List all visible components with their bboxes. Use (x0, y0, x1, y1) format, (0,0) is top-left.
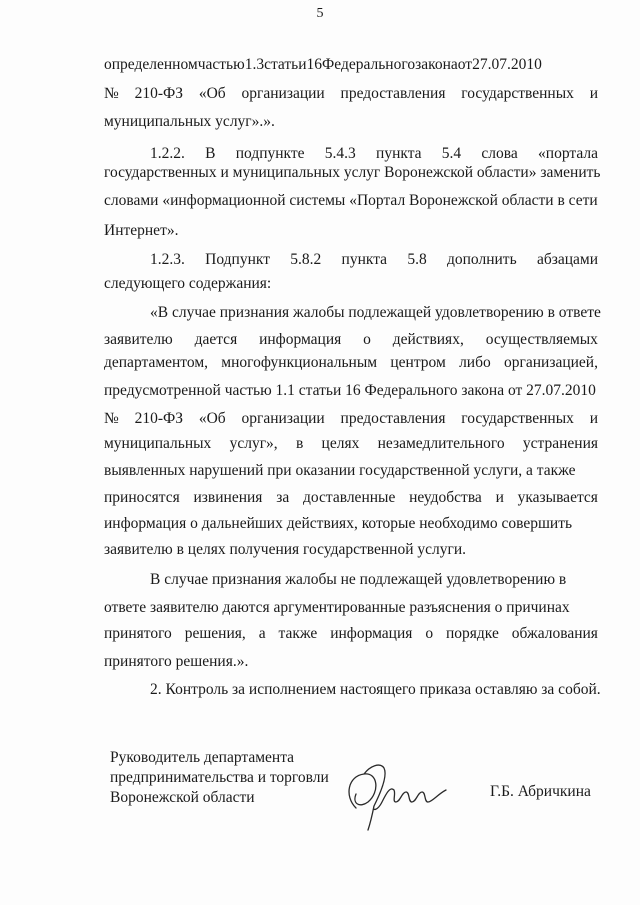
text-word: следующего содержания: (104, 275, 272, 292)
text-word: а (258, 625, 266, 642)
text-word: многофункциональным (221, 354, 378, 371)
text-word: определенном (104, 56, 198, 73)
text-word: в (295, 435, 304, 452)
text-word: статьи (264, 56, 307, 73)
text-word: государственных (461, 85, 574, 102)
text-line (104, 84, 598, 104)
text-word: устранения (522, 435, 598, 452)
text-word: 5.8 (407, 251, 427, 268)
handwritten-signature (334, 746, 454, 836)
text-word: о (425, 625, 434, 642)
text-line (104, 598, 598, 618)
text-word: информация (330, 625, 413, 642)
text-word: пункта (376, 145, 422, 162)
text-word: либо (459, 354, 491, 371)
text-word: доставленные (302, 489, 396, 506)
text-word: информация о дальнейших действиях, которые необходимо совершить (104, 515, 573, 532)
text-word: «В случае признания жалобы подлежащей удовлетворению в ответе (150, 304, 601, 321)
text-word: абзацами (536, 251, 598, 268)
text-line (104, 652, 598, 672)
signatory-position (110, 748, 329, 808)
signatory-position-line: Руководитель департамента (110, 749, 295, 766)
text-word: предусмотренной частью 1.1 статьи 16 Федерального закона от 27.07.2010 (104, 382, 596, 399)
text-line (104, 191, 598, 211)
text-line (104, 353, 598, 373)
text-word: ответе заявителю даются аргументированные разъяснения о причинах (104, 599, 570, 616)
text-word: принятого решения.». (104, 653, 249, 670)
text-line (150, 250, 598, 270)
text-word: 1.3 (244, 56, 265, 73)
text-word: принятого (104, 625, 172, 642)
text-word: В случае признания жалобы не подлежащей удовлетворению в (150, 571, 567, 588)
text-word: пункта (341, 251, 388, 268)
text-word: порядке (446, 625, 499, 642)
text-line (104, 163, 601, 183)
text-word: Федерального (322, 56, 416, 73)
page-number: 5 (316, 6, 324, 21)
text-line (104, 221, 598, 241)
text-word: указывается (517, 489, 598, 506)
text-word: организации (241, 85, 325, 102)
text-line (104, 409, 598, 429)
text-word: 5.4 (441, 145, 462, 162)
text-word: незамедлительного (377, 435, 505, 452)
text-line (104, 488, 598, 508)
text-word: предоставления (340, 85, 446, 102)
text-word: и (589, 85, 598, 102)
text-word: 210-ФЗ (134, 410, 184, 427)
text-line (104, 434, 598, 454)
text-word: департаментом, (104, 354, 209, 371)
text-word: услуг», (229, 435, 278, 452)
text-word: заявителю в целях получения государственной услуги. (104, 541, 467, 558)
signatory-name: Г.Б. Абричкина (490, 783, 591, 800)
text-word: обжалования (511, 625, 598, 642)
text-word: слова (481, 145, 518, 162)
text-line (150, 570, 598, 590)
text-word: и (589, 410, 598, 427)
text-line (104, 274, 598, 294)
text-word: заявителю (104, 331, 173, 348)
text-word: Интернет». (104, 222, 179, 239)
text-word: 1.2.3. (150, 251, 185, 268)
text-word: «Об (198, 410, 226, 427)
text-word: Подпункт (205, 251, 270, 268)
text-word: государственных (461, 410, 574, 427)
text-word: «портала (538, 145, 598, 162)
text-word: неудобства (409, 489, 482, 506)
text-line (104, 624, 598, 644)
text-word: 210-ФЗ (134, 85, 184, 102)
text-word: от (457, 56, 473, 73)
text-word: центром (390, 354, 446, 371)
text-word: 16 (306, 56, 323, 73)
text-word: и (495, 489, 504, 506)
text-line (104, 461, 598, 481)
text-word: решения, (184, 625, 246, 642)
text-word: муниципальных (104, 435, 212, 452)
text-word: словами «информационной системы «Портал Воронежской области в сети (104, 192, 598, 209)
text-word: 27.07.2010 (472, 56, 542, 73)
signatory-position-line: Воронежской области (110, 789, 255, 806)
text-line (150, 303, 601, 323)
text-word: государственных и муниципальных услуг Воронежской области» заменить (104, 164, 601, 181)
text-word: приносятся (104, 489, 180, 506)
text-word: информация (259, 331, 342, 348)
text-line (104, 540, 598, 560)
text-line (104, 514, 598, 534)
text-line (104, 381, 598, 401)
text-word: о (363, 331, 371, 348)
text-line (150, 144, 598, 164)
text-word: также (278, 625, 318, 642)
text-word: 2. Контроль за исполнением настоящего приказа оставляю за собой. (150, 681, 601, 698)
text-line (104, 112, 598, 132)
text-word: извинения (193, 489, 263, 506)
text-word: № (104, 85, 119, 102)
text-word: действиях, (392, 331, 464, 348)
text-line (104, 55, 598, 75)
text-word: 5.4.3 (324, 145, 356, 162)
text-word: В (205, 145, 216, 162)
text-word: частью (197, 56, 245, 73)
text-word: организацией, (504, 354, 598, 371)
text-word: организации (241, 410, 325, 427)
text-word: предоставления (340, 410, 446, 427)
text-word: дается (194, 331, 238, 348)
text-word: подпункте (235, 145, 305, 162)
text-word: дополнить (447, 251, 517, 268)
text-line (104, 330, 598, 350)
text-word: выявленных нарушений при оказании государственной услуги, а также (104, 462, 576, 479)
text-word: закона (415, 56, 458, 73)
text-word: муниципальных услуг».». (104, 113, 275, 130)
text-word: 1.2.2. (150, 145, 185, 162)
text-word: «Об (198, 85, 226, 102)
text-word: целях (321, 435, 360, 452)
text-line (150, 680, 601, 700)
signatory-position-line: предпринимательства и торговли (110, 769, 329, 786)
text-word: № (104, 410, 119, 427)
text-word: 5.8.2 (290, 251, 322, 268)
text-word: осуществляемых (485, 331, 598, 348)
text-word: за (276, 489, 290, 506)
